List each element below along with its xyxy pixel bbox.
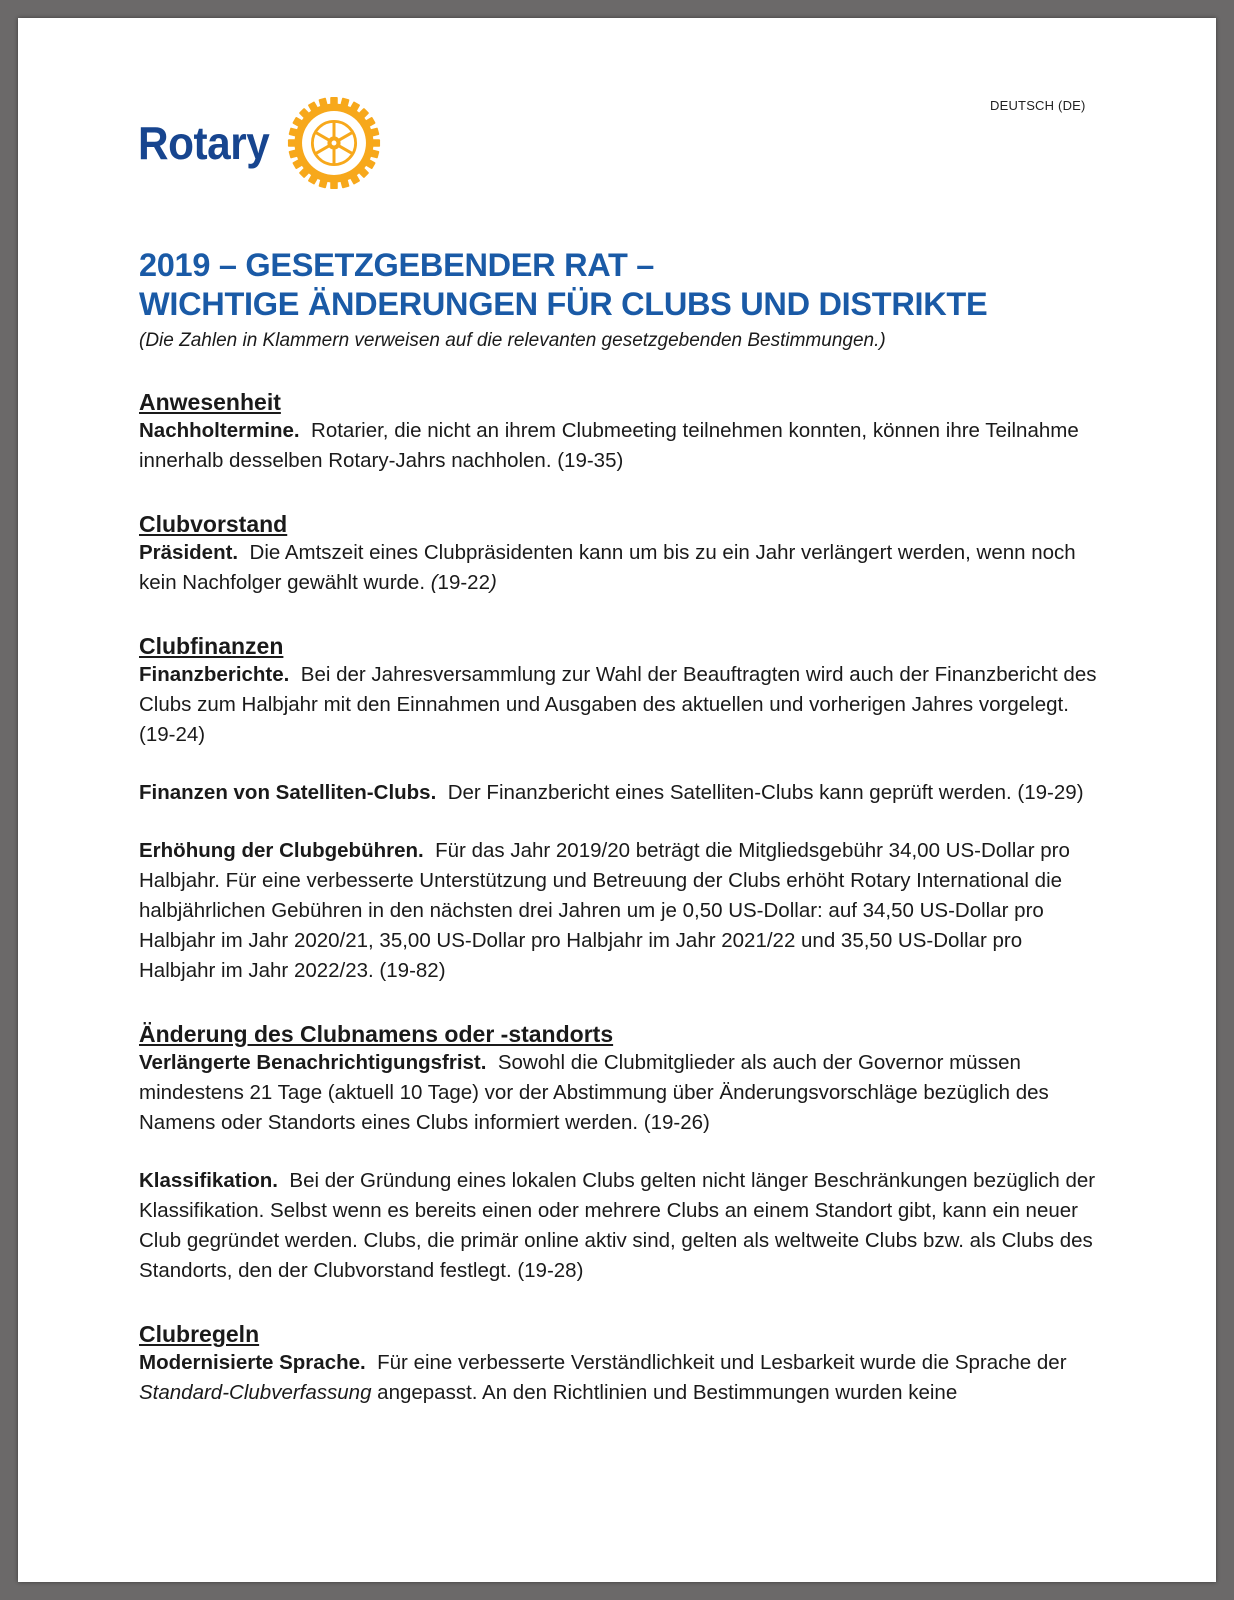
- item-text: Für eine verbesserte Verständlichkeit und Lesbarkeit wurde die Sprache der: [377, 1351, 1067, 1374]
- title-line-2: WICHTIGE ÄNDERUNGEN FÜR CLUBS UND DISTRIKTE: [139, 286, 988, 322]
- item-text: Der Finanzbericht eines Satelliten-Clubs kann geprüft werden. (19-29): [447, 781, 1084, 804]
- section-heading-anwesenheit: Anwesenheit: [139, 389, 281, 415]
- item-term: Finanzberichte.: [139, 663, 290, 686]
- item-text: angepasst. An den Richtlinien und Bestimmungen wurden keine: [371, 1381, 958, 1404]
- section-heading-clubvorstand: Clubvorstand: [139, 511, 288, 537]
- logo-ring-bottom-text: INTERNATIONAL: [311, 159, 356, 174]
- item-klassifikation: [139, 1166, 1099, 1286]
- item-text: Für das Jahr 2019/20 beträgt die Mitgliedsgebühr 34,00 US-Dollar pro Halbjahr. Für eine verbesserte Unterstützung und Betreuung der Clubs erhöht Rotary International die halbjährlichen Gebühren in den nächsten drei Jahren um je 0,50 US-Dollar: auf 34,50 US-Dollar pro Halbjahr im Jahr 2020/21, 35,00 US-Dollar pro Halbjahr im Jahr 2021/22 und 35,50 US-Dollar pro Halbjahr im Jahr 2022/23. (19-82): [139, 839, 1070, 982]
- item-nachholtermine: [139, 416, 1099, 476]
- item-term: Finanzen von Satelliten-Clubs.: [139, 781, 437, 804]
- page-title: [139, 246, 1099, 324]
- item-text: Bei der Gründung eines lokalen Clubs gelten nicht länger Beschränkungen bezüglich der Klassifikation. Selbst wenn es bereits einen oder mehrere Clubs an einem Standort gibt, kann ein neuer Club gegründet werden. Clubs, die primär online aktiv sind, gelten als weltweite Clubs bzw. als Clubs des Standorts, den der Clubvorstand festlegt. (19-28): [139, 1169, 1096, 1282]
- item-satelliten-finanzen: [139, 778, 1099, 808]
- item-ref-close: ): [489, 571, 497, 594]
- item-benachrichtigungsfrist: [139, 1048, 1099, 1138]
- item-document-name: Standard-Clubverfassung: [139, 1381, 372, 1404]
- logo-ring-top-text: ROTARY: [317, 111, 350, 123]
- section-heading-clubname: Änderung des Clubnamens oder -standorts: [139, 1021, 614, 1047]
- section-heading-clubfinanzen: Clubfinanzen: [139, 633, 284, 659]
- language-label: DEUTSCH (DE): [990, 98, 1086, 113]
- item-text: Bei der Jahresversammlung zur Wahl der Beauftragten wird auch der Finanzbericht des Clubs zum Halbjahr mit den Einnahmen und Ausgaben des aktuellen und vorherigen Jahres vorgelegt. (19-24): [139, 663, 1097, 746]
- item-ref: 19-22: [437, 571, 490, 594]
- item-sprache: [139, 1348, 1099, 1408]
- intro-note: (Die Zahlen in Klammern verweisen auf die relevanten gesetzgebenden Bestimmungen.): [139, 330, 886, 351]
- item-term: Nachholtermine.: [139, 419, 300, 442]
- item-term: Modernisierte Sprache.: [139, 1351, 366, 1374]
- document-body: [139, 246, 1099, 1408]
- rotary-logo: [138, 96, 381, 190]
- document-page: [18, 18, 1216, 1582]
- item-ref-open: (: [430, 571, 438, 594]
- item-term: Präsident.: [139, 541, 239, 564]
- logo-wordmark: Rotary: [138, 117, 270, 169]
- item-text: Sowohl die Clubmitglieder als auch der Governor müssen mindestens 21 Tage (aktuell 10 Tage) vor der Abstimmung über Änderungsvorschläge bezüglich des Namens oder Standorts eines Clubs informiert werden. (19-26): [139, 1051, 1049, 1134]
- item-term: Erhöhung der Clubgebühren.: [139, 839, 424, 862]
- rotary-wheel-icon: [287, 96, 381, 190]
- item-praesident: [139, 538, 1099, 598]
- item-finanzberichte: [139, 660, 1099, 750]
- item-clubgebuehren: [139, 836, 1099, 986]
- title-line-1: 2019 – GESETZGEBENDER RAT –: [139, 247, 655, 283]
- item-text: Die Amtszeit eines Clubpräsidenten kann um bis zu ein Jahr verlängert werden, wenn noch kein Nachfolger gewählt wurde.: [139, 541, 1076, 594]
- item-term: Klassifikation.: [139, 1169, 278, 1192]
- item-text: Rotarier, die nicht an ihrem Clubmeeting teilnehmen konnten, können ihre Teilnahme innerhalb desselben Rotary-Jahrs nachholen. (19-35): [139, 419, 1079, 472]
- item-term: Verlängerte Benachrichtigungsfrist.: [139, 1051, 487, 1074]
- section-heading-clubregeln: Clubregeln: [139, 1321, 260, 1347]
